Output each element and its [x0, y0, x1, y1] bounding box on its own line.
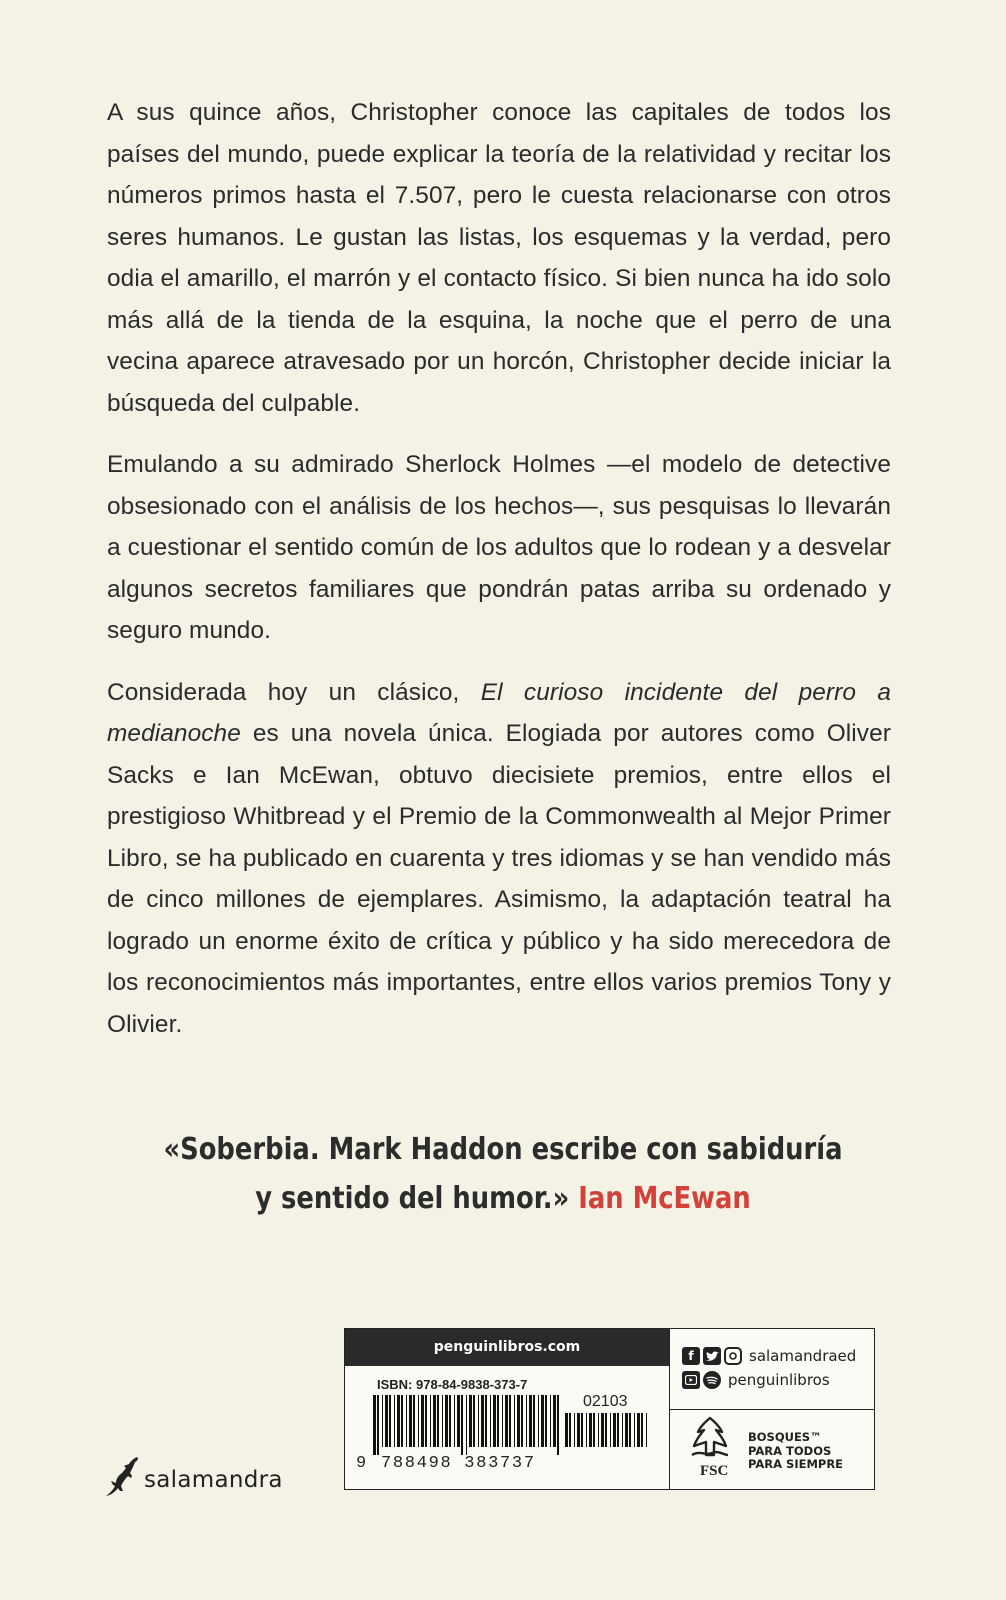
spotify-icon: [703, 1371, 721, 1389]
quote-line-1: «Soberbia. Mark Haddon escribe con sabiduría: [163, 1132, 843, 1167]
barcode-bar: [385, 1395, 388, 1447]
barcode-bar: [481, 1395, 484, 1447]
barcode-bar: [437, 1395, 439, 1447]
addon-barcode: [565, 1413, 649, 1455]
barcode-bar: [514, 1395, 515, 1447]
barcode-bar: [509, 1395, 511, 1447]
youtube-icon: [682, 1371, 700, 1389]
barcode-bar: [557, 1395, 559, 1455]
website-banner: penguinlibros.com: [345, 1329, 669, 1366]
barcode-bar: [521, 1395, 523, 1447]
salamander-icon: [104, 1455, 144, 1499]
barcode-bar: [373, 1395, 376, 1455]
barcode-bar: [553, 1395, 556, 1447]
barcode-bar: [622, 1413, 623, 1447]
barcode-bar: [461, 1395, 463, 1455]
quote-author: Ian McEwan: [578, 1181, 751, 1216]
fsc-certification: [670, 1411, 874, 1489]
barcode-bar: [541, 1395, 544, 1447]
barcode-bar: [497, 1395, 499, 1447]
barcode-bar: [577, 1413, 580, 1447]
blurb-p3-lead: Considerada hoy un clásico,: [107, 678, 481, 706]
facebook-icon: f: [682, 1347, 700, 1365]
barcode-section: [345, 1329, 670, 1489]
barcode-bar: [433, 1395, 436, 1447]
social-row-2: [682, 1369, 830, 1391]
fsc-mark: FSC: [700, 1463, 729, 1479]
barcode-bar: [421, 1395, 424, 1447]
blurb-paragraph-3: [107, 672, 891, 1046]
instagram-icon: [724, 1347, 742, 1365]
barcode-bar: [610, 1413, 611, 1447]
fsc-slogan-line-2: PARA TODOS: [748, 1443, 832, 1458]
barcode-bar: [442, 1395, 443, 1447]
barcode-bar: [593, 1413, 595, 1447]
fsc-slogan-line-1: BOSQUES™: [748, 1430, 822, 1444]
ean-first-digit: 9: [356, 1454, 367, 1473]
quote-line-2: [156, 1174, 849, 1223]
barcode-bar: [545, 1395, 547, 1447]
barcode-bar: [550, 1395, 551, 1447]
barcode-bar: [586, 1413, 587, 1447]
barcode-bar: [526, 1395, 527, 1447]
addon-code: 02103: [583, 1393, 628, 1410]
barcode-bar: [569, 1413, 571, 1447]
barcode-bar: [401, 1395, 403, 1447]
review-quote: [156, 1125, 849, 1223]
barcode-bar: [457, 1395, 460, 1447]
barcode-bar: [445, 1395, 448, 1447]
barcode-bar: [505, 1395, 508, 1447]
barcode-bar: [634, 1413, 635, 1447]
barcode-bar: [406, 1395, 407, 1447]
barcode-bar: [565, 1413, 568, 1447]
book-title-italic: El curioso incidente del perro a medianoche: [107, 678, 891, 747]
social-and-fsc: [670, 1329, 874, 1489]
blurb-paragraph-1: A sus quince años, Christopher conoce las capitales de todos los países del mundo, puede explicar la teoría de la relatividad y recitar los números primos hasta el 7.507, pero le cuesta relacionarse con otros seres humanos. Le gustan las listas, los esquemas y la verdad, pero odia el amarillo, el marrón y el contacto físico. Si bien nunca ha ido solo más allá de la tienda de la esquina, la noche que el perro de una vecina aparece atravesado por un horcón, Christopher decide iniciar la búsqueda del culpable.: [107, 99, 891, 417]
barcode-bar: [425, 1395, 427, 1447]
barcode-bar: [394, 1395, 395, 1447]
fsc-slogan-line-3: PARA SIEMPRE: [748, 1457, 844, 1471]
barcode-bar: [430, 1395, 431, 1447]
barcode-bar: [617, 1413, 619, 1447]
barcode-bar: [605, 1413, 607, 1447]
social-handle-2: penguinlibros: [728, 1371, 830, 1389]
barcode-bar: [637, 1413, 640, 1447]
publisher-logo: [104, 1455, 294, 1511]
barcode-bar: [538, 1395, 539, 1447]
blurb-p3-rest: es una novela única. Elogiada por autores como Oliver Sacks e Ian McEwan, obtuvo diecisiete premios, entre ellos el prestigioso Whitbread y el Premio de la Commonwealth al Mejor Primer Libro, se ha publicado en cuarenta y tres idiomas y se han vendido más de cinco millones de ejemplares. Asimismo, la adaptación teatral ha logrado un enorme éxito de crítica y público y ha sido merecedora de los reconocimientos más importantes, entre ellos varios premios Tony y Olivier.: [107, 720, 891, 1038]
barcode-bar: [490, 1395, 491, 1447]
barcode-bar: [502, 1395, 503, 1447]
barcode-bar: [574, 1413, 575, 1447]
barcode-bar: [409, 1395, 412, 1447]
barcode-bar: [625, 1413, 628, 1447]
barcode-bar: [382, 1395, 383, 1447]
barcode-bar: [629, 1413, 631, 1447]
isbn-label: ISBN: 978-84-9838-373-7: [377, 1377, 528, 1392]
barcode-bar: [581, 1413, 583, 1447]
barcode-bar: [389, 1395, 391, 1447]
barcode-bar: [413, 1395, 415, 1447]
barcode-bar: [454, 1395, 455, 1447]
barcode-bar: [377, 1395, 379, 1455]
barcode-bar: [517, 1395, 520, 1447]
barcode-bar: [478, 1395, 479, 1447]
ean-barcode: [373, 1395, 561, 1455]
blurb-paragraph-2: Emulando a su admirado Sherlock Holmes —el modelo de detective obsesionado con el análisis de los hechos—, sus pesquisas lo llevarán a cuestionar el sentido común de los adultos que lo rodean y a desvelar algunos secretos familiares que pondrán patas arriba su ordenado y seguro mundo.: [107, 451, 891, 644]
barcode-bar: [449, 1395, 451, 1447]
publisher-name: salamandra: [144, 1467, 283, 1493]
twitter-icon: [703, 1347, 721, 1365]
barcode-panel: [344, 1328, 875, 1490]
social-row-1: [682, 1345, 856, 1367]
back-cover-blurb: [107, 92, 891, 1065]
barcode-bar: [466, 1395, 467, 1455]
divider: [670, 1409, 874, 1410]
barcode-bar: [493, 1395, 496, 1447]
barcode-bar: [418, 1395, 419, 1447]
barcode-bar: [598, 1413, 599, 1447]
barcode-bar: [397, 1395, 400, 1447]
barcode-bar: [469, 1395, 472, 1447]
quote-line-2-text: y sentido del humor.»: [255, 1181, 579, 1216]
barcode-bar: [529, 1395, 532, 1447]
fsc-tree-icon: [688, 1415, 732, 1463]
barcode-bar: [646, 1413, 647, 1447]
barcode-bar: [641, 1413, 643, 1447]
fsc-slogan: [748, 1431, 843, 1472]
barcode-bar: [589, 1413, 592, 1447]
barcode-bar: [601, 1413, 604, 1447]
barcode-bar: [485, 1395, 487, 1447]
social-handle-1: salamandraed: [749, 1347, 857, 1365]
barcode-bar: [613, 1413, 616, 1447]
ean-digits: 788498 383737: [381, 1454, 536, 1473]
barcode-bar: [533, 1395, 535, 1447]
barcode-bar: [473, 1395, 475, 1447]
